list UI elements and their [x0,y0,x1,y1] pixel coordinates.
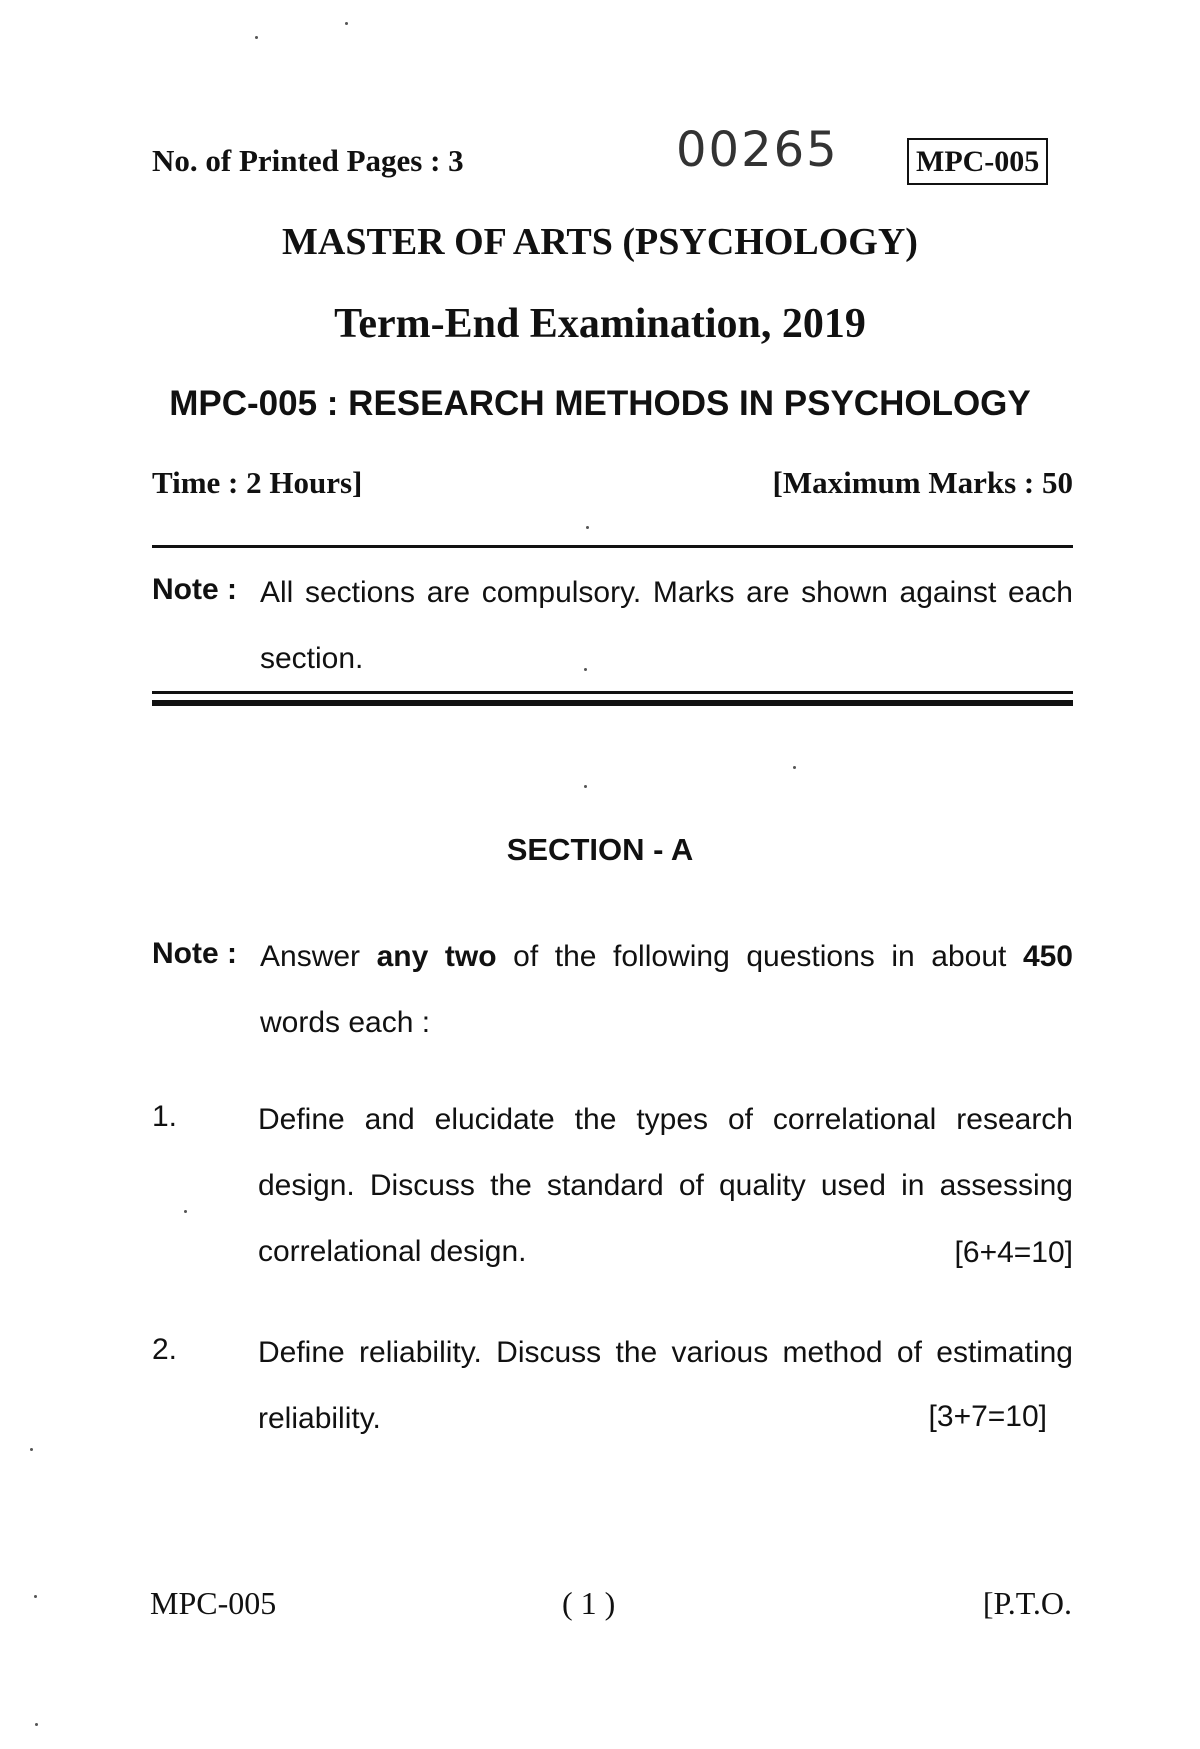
question-number: 2. [152,1333,178,1366]
footer-pto: [P.T.O. [982,1585,1072,1621]
scan-speck [30,1448,33,1451]
footer-course-code: MPC-005 [150,1585,277,1621]
question-marks: [6+4=10] [954,1236,1073,1269]
note-text-part: Answer [260,940,377,973]
scan-speck [184,1210,187,1213]
degree-title: MASTER OF ARTS (PSYCHOLOGY) [282,221,918,263]
scan-speck [255,36,258,39]
section-a-title: SECTION - A [506,832,694,867]
question-number: 1. [152,1100,178,1133]
note-text-part: words each : [260,1006,431,1039]
general-note-label: Note : [152,573,237,606]
section-a-note-text [260,924,1073,1056]
scan-speck [586,526,589,529]
note-emphasis-any-two: any two [376,940,497,973]
examination-title: Term-End Examination, 2019 [334,301,866,347]
course-code-box: MPC-005 [907,138,1048,185]
divider-top [152,545,1073,548]
footer-page-number: ( 1 ) [562,1585,616,1621]
divider-double-thin [152,691,1073,694]
scan-speck [793,766,796,769]
question-text: Define reliability. Discuss the various method of estimating reliability. [258,1336,1073,1435]
section-a-note-label: Note : [152,937,237,970]
scan-speck [584,668,587,671]
question-marks: [3+7=10] [928,1400,1047,1433]
maximum-marks: [Maximum Marks : 50 [772,465,1073,500]
scan-speck [345,22,348,25]
note-word-count: 450 [1022,940,1073,973]
serial-number: 00265 [676,122,839,178]
exam-duration: Time : 2 Hours] [152,465,363,500]
scan-speck [35,1723,38,1726]
note-text-part: of the following questions in about [496,940,1023,973]
divider-double-thick [152,700,1073,706]
printed-pages-count: No. of Printed Pages : 3 [152,143,464,178]
scan-speck [34,1595,37,1598]
course-title: MPC-005 : RESEARCH METHODS IN PSYCHOLOGY [169,384,1031,423]
scan-speck [584,785,587,788]
general-note-text: All sections are compulsory. Marks are shown against each section. [260,576,1073,675]
question-text: Define and elucidate the types of correlational research design. Discuss the standard of quality used in assessing correlational design. [258,1103,1073,1268]
